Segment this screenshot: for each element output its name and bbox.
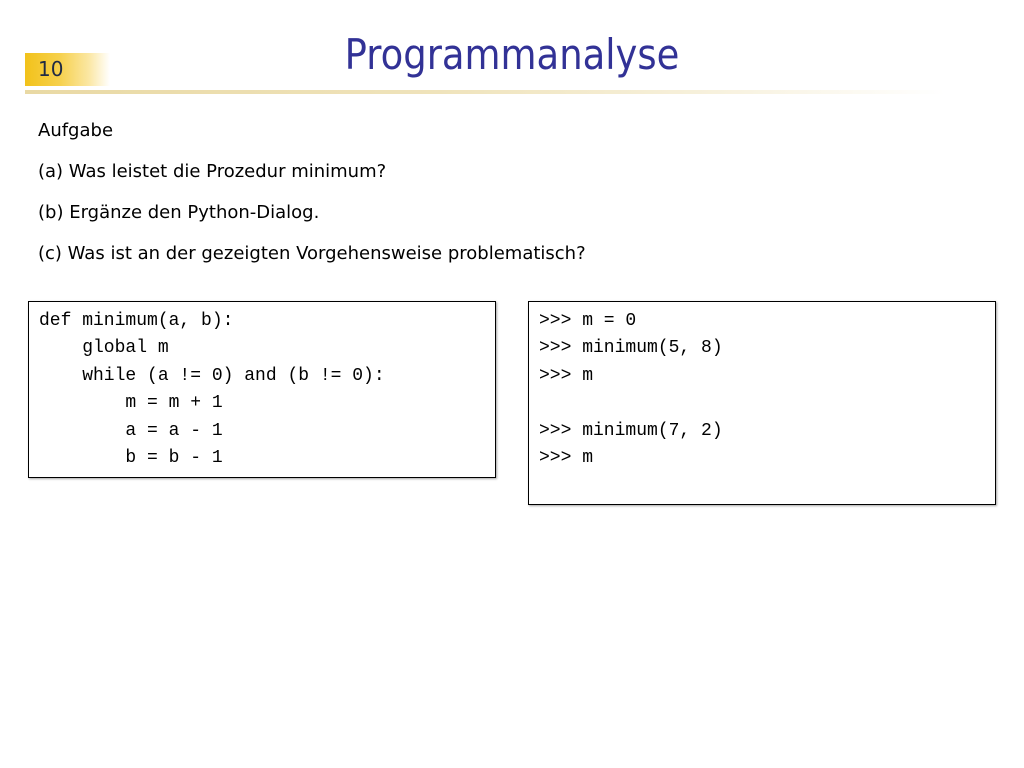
dialog-line: >>> minimum(7, 2) bbox=[539, 420, 723, 441]
code-line: b = b - 1 bbox=[39, 447, 223, 468]
slide-title: Programmanalyse bbox=[344, 30, 680, 79]
code-line: m = m + 1 bbox=[39, 393, 223, 414]
title-divider bbox=[25, 90, 945, 94]
task-item-a: (a) Was leistet die Prozedur minimum? bbox=[38, 161, 387, 182]
slide-number: 10 bbox=[38, 57, 64, 81]
dialog-line: >>> m bbox=[539, 365, 594, 386]
code-listing-box bbox=[28, 301, 496, 478]
task-item-b: (b) Ergänze den Python-Dialog. bbox=[38, 202, 320, 223]
dialog-line: >>> m = 0 bbox=[539, 311, 637, 331]
code-line: def minimum(a, b): bbox=[39, 311, 234, 331]
dialog-line: >>> m bbox=[539, 447, 594, 468]
task-item-c: (c) Was ist an der gezeigten Vorgehensweise problematisch? bbox=[38, 243, 586, 264]
task-section bbox=[38, 117, 586, 281]
code-line: global m bbox=[39, 338, 169, 359]
python-dialog-box bbox=[528, 301, 996, 505]
dialog-line bbox=[539, 390, 995, 417]
code-line: a = a - 1 bbox=[39, 420, 223, 441]
dialog-line: >>> minimum(5, 8) bbox=[539, 338, 723, 359]
code-line: while (a != 0) and (b != 0): bbox=[39, 365, 385, 386]
task-heading: Aufgabe bbox=[38, 120, 114, 141]
